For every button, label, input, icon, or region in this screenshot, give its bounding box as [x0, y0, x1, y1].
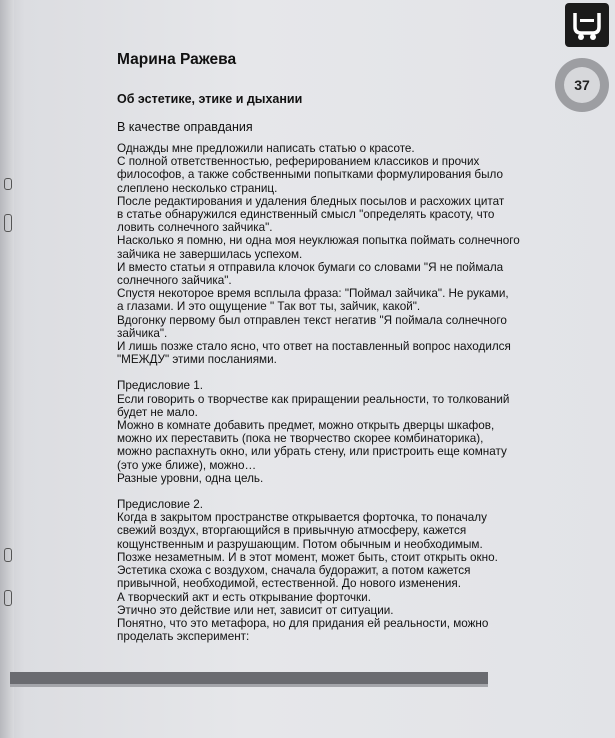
paragraph-gap: [117, 485, 557, 498]
text-line: свежий воздух, вторгающийся в привычную атмосферу, кажется: [117, 524, 467, 538]
binding-ring: [4, 590, 12, 606]
text-line: кощунственным и разрушающим. Потом обычным и необходимым.: [117, 537, 483, 551]
text-line: С полной ответственностью, реферированием классиков и прочих: [117, 155, 480, 169]
text-line: привычной, необходимой, естественной. До нового изменения.: [117, 577, 461, 591]
text-line: будет не мало.: [117, 405, 198, 419]
article-title: Об эстетике, этике и дыхании: [117, 92, 303, 106]
text-line: Однажды мне предложили написать статью о красоте.: [117, 142, 415, 155]
text-line: Спустя некоторое время всплыла фраза: "Поймал зайчика". Не руками,: [117, 287, 509, 301]
footer-bar-shadow: [10, 684, 488, 687]
binding-ring: [4, 178, 12, 190]
section-heading: Предисловие 2.: [117, 498, 204, 512]
text-line: зайчика не завершилась успехом.: [117, 247, 303, 261]
text-line: в статье обнаружился единственный смысл "определять красоту, что: [117, 208, 495, 222]
text-line: Можно в комнате добавить предмет, можно открыть дверцы шкафов,: [117, 419, 495, 433]
binding-ring: [4, 214, 12, 232]
text-line: зайчика".: [117, 326, 168, 340]
author-name: Марина Ражева: [117, 51, 237, 68]
text-line: можно распахнуть окно, или убрать стену, или пристроить еще комнату: [117, 445, 507, 459]
text-line: можно их переставить (пока не творчество скорее комбинаторика),: [117, 432, 484, 446]
text-line: а глазами. И это ощущение " Так вот ты, зайчик, какой".: [117, 300, 421, 314]
text-line: И вместо статьи я отправила клочок бумаги со словами "Я не поймала: [117, 260, 504, 274]
text-line: Если говорить о творчестве как приращении реальности, то толкований: [117, 392, 510, 406]
text-line: Понятно, что это метафора, но для придания ей реальности, можно: [117, 616, 489, 630]
text-line: После редактирования и удаления бледных посылов и расхожих цитат: [117, 194, 505, 208]
text-line: Позже незаметным. И в этот момент, может быть, стоит открыть окно.: [117, 550, 498, 564]
text-line: философов, а также собственными попытками формулирования было: [117, 168, 503, 182]
text-line: Эстетика схожа с воздухом, сначала будоражит, а потом кажется: [117, 564, 471, 578]
page-number-badge: [555, 58, 609, 112]
text-line: проделать эксперимент:: [117, 630, 250, 644]
binding-ring: [4, 548, 12, 562]
text-line: солнечного зайчика".: [117, 274, 232, 288]
text-line: (это уже ближе), можно…: [117, 458, 257, 472]
footer-bar: [10, 672, 488, 684]
page-number: 37: [564, 67, 600, 103]
text-line: Вдогонку первому был отправлен текст негатив "Я поймала солнечного: [117, 313, 507, 327]
text-line: слеплено несколько страниц.: [117, 181, 278, 195]
paragraph-gap: [117, 366, 557, 379]
text-line: Этично это действие или нет, зависит от ситуации.: [117, 603, 394, 617]
text-line: И лишь позже стало ясно, что ответ на поставленный вопрос находился: [117, 340, 511, 354]
text-line: А творческий акт и есть открывание форточки.: [117, 590, 371, 604]
intro-heading: В качестве оправдания: [117, 120, 253, 134]
article-body: [117, 142, 557, 643]
text-line: ловить солнечного зайчика".: [117, 221, 273, 235]
section-heading: Предисловие 1.: [117, 379, 204, 393]
text-line: Насколько я помню, ни одна моя неуклюжая попытка поймать солнечного: [117, 234, 520, 248]
stroller-icon: [565, 3, 609, 47]
text-line: Когда в закрытом пространстве открывается форточка, то поначалу: [117, 511, 487, 525]
binding-edge: [0, 0, 14, 738]
text-line: Разные уровни, одна цель.: [117, 471, 264, 485]
text-line: "МЕЖДУ" этими посланиями.: [117, 353, 277, 367]
